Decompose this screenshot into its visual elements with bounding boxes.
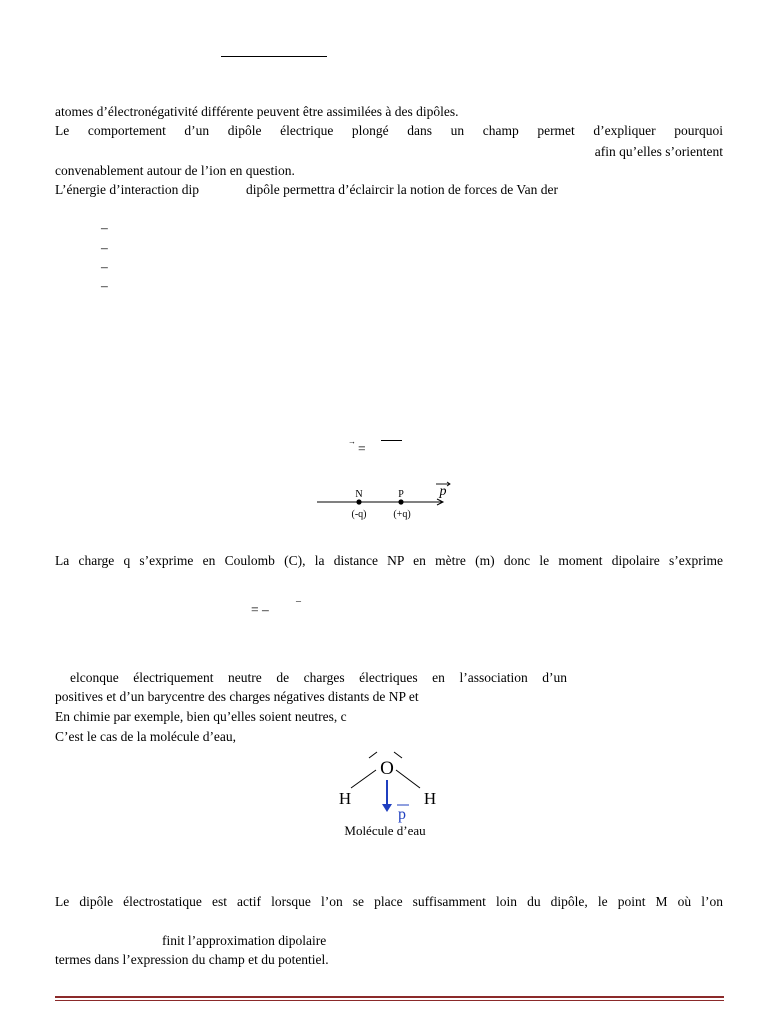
bond-O-H-left <box>351 770 376 788</box>
para4-line2: finit l’approximation dipolaire <box>162 933 327 948</box>
water-molecule-diagram <box>330 750 450 840</box>
lone-pair-left <box>369 752 377 758</box>
formula2-equals: = – <box>251 602 269 617</box>
para1-line5b: dipôle permettra d’éclaircir la notion de forces de Van der <box>246 182 558 197</box>
list-dash: – <box>101 220 108 235</box>
charge-P: (+q) <box>393 509 411 520</box>
para1-line3: afin qu’elles s’orientent <box>594 144 723 159</box>
list-dash: – <box>101 259 108 274</box>
point-N <box>356 499 361 504</box>
para4-line3: termes dans l’expression du champ et du potentiel. <box>55 952 329 967</box>
formula1-arrow: → <box>348 437 356 446</box>
para1-line1: atomes d’électronégativité différente peuvent être assimilées à des dipôles. <box>55 104 459 119</box>
para4-line1: Le dipôle électrostatique est actif lorsque l’on se place suffisamment loin du dipôle, le point M où l’on <box>55 894 723 909</box>
para3-line1: elconque électriquement neutre de charges électriques en l’association d’un <box>70 670 567 685</box>
formula1-overline <box>381 440 402 441</box>
footer-rule-thin <box>55 1000 724 1001</box>
charge-N: (-q) <box>351 509 367 520</box>
label-P: P <box>398 489 404 500</box>
water-caption: Molécule d’eau <box>344 823 426 838</box>
formula2-dash: – <box>296 596 301 607</box>
lone-pair-right <box>394 752 402 758</box>
para3-line4: C’est le cas de la molécule d’eau, <box>55 729 237 744</box>
para3-line3: En chimie par exemple, bien qu’elles soient neutres, c <box>55 709 347 724</box>
dipole-vector-label: p <box>398 806 406 823</box>
para1-line5a: L’énergie d’interaction dip <box>55 182 199 197</box>
para1-line2: Le comportement d’un dipôle électrique plongé dans un champ permet d’expliquer pourquoi <box>55 123 723 138</box>
dipole-axis-diagram <box>310 478 460 524</box>
list-dash: – <box>101 240 108 255</box>
dipole-vector-head <box>382 804 392 812</box>
title-underline <box>221 56 327 57</box>
list-dash: – <box>101 278 108 293</box>
label-N: N <box>355 489 363 500</box>
hydrogen-left: H <box>338 789 352 808</box>
para1-line4: convenablement autour de l’ion en question. <box>55 163 295 178</box>
formula1-equals: = <box>358 441 366 456</box>
para2-line1: La charge q s’exprime en Coulomb (C), la distance NP en mètre (m) donc le moment dipolaire s’exprime <box>55 553 723 568</box>
para3-line2: positives et d’un barycentre des charges négatives distants de NP et <box>55 689 419 704</box>
oxygen-atom: O <box>380 758 394 779</box>
vector-p-label: p <box>439 484 447 499</box>
hydrogen-right: H <box>423 789 437 808</box>
footer-rule-thick <box>55 996 724 998</box>
point-P <box>398 499 403 504</box>
bond-O-H-right <box>396 770 420 788</box>
